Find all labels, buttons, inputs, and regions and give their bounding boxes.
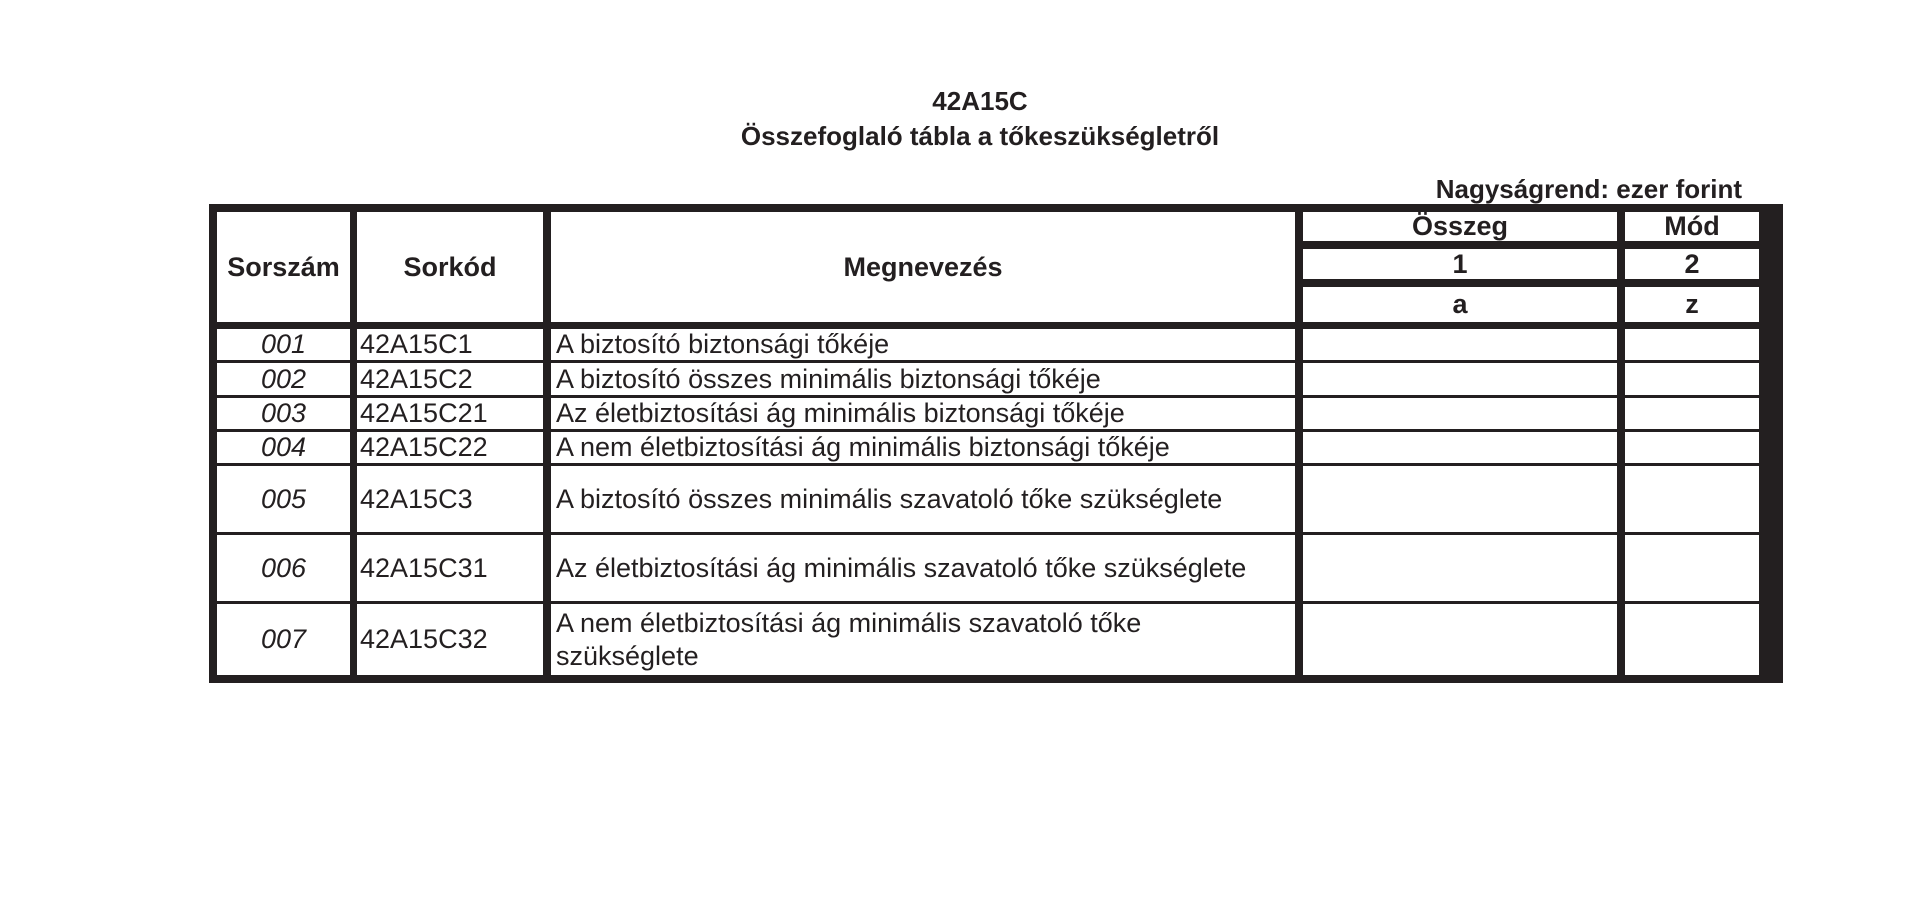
row-name: A biztosító összes minimális szavatoló tőke szükséglete: [551, 466, 1295, 532]
row-osszeg-value[interactable]: [1303, 363, 1617, 395]
row-mod-value[interactable]: [1625, 604, 1759, 675]
row-name: A nem életbiztosítási ág minimális szavatoló tőke szükséglete: [551, 604, 1295, 675]
header-osszeg-number: 1: [1303, 249, 1617, 279]
header-mod-number: 2: [1625, 249, 1759, 279]
row-code: 42A15C32: [357, 604, 543, 675]
row-mod-value[interactable]: [1625, 466, 1759, 532]
row-name: A biztosító biztonsági tőkéje: [551, 329, 1295, 360]
capital-requirement-table: [209, 204, 1783, 683]
row-number: 006: [217, 535, 350, 601]
row-osszeg-value[interactable]: [1303, 466, 1617, 532]
unit-label: Nagyságrend: ezer forint: [1435, 174, 1742, 204]
header-osszeg: Összeg: [1303, 212, 1617, 241]
row-osszeg-value[interactable]: [1303, 535, 1617, 601]
row-mod-value[interactable]: [1625, 535, 1759, 601]
row-code: 42A15C31: [357, 535, 543, 601]
header-mod-code: z: [1625, 287, 1759, 322]
row-code: 42A15C1: [357, 329, 543, 360]
header-sorkod: Sorkód: [357, 212, 543, 322]
row-name: Az életbiztosítási ág minimális biztonsági tőkéje: [551, 398, 1295, 429]
row-name: A biztosító összes minimális biztonsági tőkéje: [551, 363, 1295, 395]
row-osszeg-value[interactable]: [1303, 432, 1617, 463]
row-code: 42A15C2: [357, 363, 543, 395]
row-code: 42A15C3: [357, 466, 543, 532]
row-mod-value[interactable]: [1625, 432, 1759, 463]
row-number: 005: [217, 466, 350, 532]
row-number: 003: [217, 398, 350, 429]
header-osszeg-code: a: [1303, 287, 1617, 322]
page-title: Összefoglaló tábla a tőkeszükségletről: [740, 121, 1220, 151]
row-osszeg-value[interactable]: [1303, 329, 1617, 360]
row-code: 42A15C21: [357, 398, 543, 429]
row-number: 007: [217, 604, 350, 675]
row-number: 001: [217, 329, 350, 360]
row-osszeg-value[interactable]: [1303, 398, 1617, 429]
form-code: 42A15C: [932, 86, 1028, 116]
row-name: Az életbiztosítási ág minimális szavatoló tőke szükséglete: [551, 535, 1295, 601]
header-megnevezes: Megnevezés: [551, 212, 1295, 322]
row-name: A nem életbiztosítási ág minimális biztonsági tőkéje: [551, 432, 1295, 463]
row-mod-value[interactable]: [1625, 363, 1759, 395]
row-osszeg-value[interactable]: [1303, 604, 1617, 675]
row-number: 004: [217, 432, 350, 463]
row-number: 002: [217, 363, 350, 395]
row-code: 42A15C22: [357, 432, 543, 463]
header-sorszam: Sorszám: [217, 212, 350, 322]
header-mod: Mód: [1625, 212, 1759, 241]
row-mod-value[interactable]: [1625, 329, 1759, 360]
row-mod-value[interactable]: [1625, 398, 1759, 429]
